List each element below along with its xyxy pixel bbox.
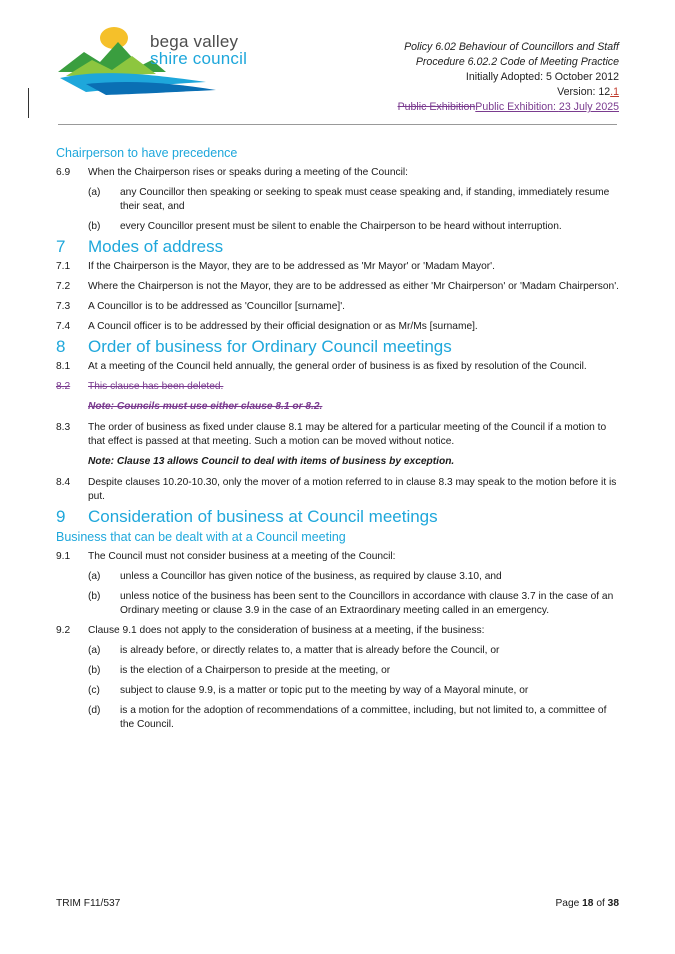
- policy-line: Policy 6.02 Behaviour of Councillors and Staff: [404, 41, 619, 53]
- heading-business-dealt-with: Business that can be dealt with at a Council meeting: [56, 530, 346, 544]
- clause-6-9-a: (a) any Councillor then speaking or seeking to speak must cease speaking and, if standing, immediately resume their seat, and: [88, 187, 610, 212]
- header-rule: [58, 124, 617, 125]
- clause-9-1-a: (a) unless a Councillor has given notice of the business, as required by clause 3.10, and: [88, 571, 502, 582]
- clause-6-9-b: (b) every Councillor present must be silent to enable the Chairperson to be heard without interruption.: [88, 221, 562, 232]
- section-8-heading: 8 Order of business for Ordinary Council meetings: [56, 337, 452, 356]
- section-7-heading: 7 Modes of address: [56, 237, 224, 256]
- page-number: Page 18 of 38: [555, 898, 619, 909]
- exhibition-date: 23 July 2025: [558, 101, 619, 113]
- clause-9-2-b: (b) is the election of a Chairperson to preside at the meeting, or: [88, 665, 391, 676]
- clause-8-2-note-deleted: Note: Councils must use either clause 8.1 or 8.2.: [88, 401, 323, 412]
- heading-chairperson-precedence: Chairperson to have precedence: [56, 146, 238, 160]
- clause-8-1: 8.1 At a meeting of the Council held annually, the general order of business is as fixed by resolution of the Council.: [56, 361, 587, 372]
- clause-7-3: 7.3 A Councillor is to be addressed as 'Councillor [surname]'.: [56, 301, 346, 312]
- logo-line1: bega valley: [150, 32, 239, 51]
- exhibition-line: [398, 100, 619, 115]
- clause-9-1: 9.1 The Council must not consider business at a meeting of the Council:: [56, 551, 396, 562]
- version-inserted: .1: [610, 86, 619, 98]
- logo-wordmark: [150, 33, 247, 67]
- clause-9-1-b: (b) unless notice of the business has been sent to the Councillors in accordance with clause 3.7 in the case of an Ordinary meeting or clause 3.9 in the case of an Extraordinary meeting called in an emergency.: [88, 591, 614, 616]
- document-header-info: [398, 40, 619, 115]
- exhibition-deleted: Public Exhibition: [397, 101, 476, 113]
- change-bar: [28, 88, 29, 118]
- clause-7-2: 7.2 Where the Chairperson is not the Mayor, they are to be addressed as either 'Mr Chairperson' or 'Madam Chairperson'.: [56, 281, 619, 292]
- page-footer: [56, 898, 619, 909]
- clause-7-1: 7.1 If the Chairperson is the Mayor, they are to be addressed as 'Mr Mayor' or 'Madam Mayor'.: [56, 261, 495, 272]
- version-prefix: Version: 12: [557, 86, 611, 98]
- clause-9-2: 9.2 Clause 9.1 does not apply to the consideration of business at a meeting, if the business:: [56, 625, 485, 636]
- clause-9-2-c: (c) subject to clause 9.9, is a matter or topic put to the meeting by way of a Mayoral minute, or: [88, 685, 529, 696]
- trim-reference: TRIM F11/537: [56, 898, 121, 909]
- clause-6-9: 6.9 When the Chairperson rises or speaks during a meeting of the Council:: [56, 167, 408, 178]
- clause-8-3: 8.3 The order of business as fixed under clause 8.1 may be altered for a particular meeting of the Council if a motion to that effect is passed at that meeting. Such a motion can be moved without notice.: [56, 422, 607, 447]
- clause-9-2-a: (a) is already before, or directly relates to, a matter that is already before the Council, or: [88, 645, 500, 656]
- procedure-line: Procedure 6.02.2 Code of Meeting Practice: [415, 56, 619, 68]
- clause-8-3-note: Note: Clause 13 allows Council to deal with items of business by exception.: [88, 456, 455, 467]
- clause-9-2-d: (d) is a motion for the adoption of recommendations of a committee, including, but not limited to, a committee of the Council.: [88, 705, 607, 730]
- exhibition-inserted: Public Exhibition:: [475, 101, 559, 113]
- adopted-line: Initially Adopted: 5 October 2012: [465, 71, 619, 83]
- version-line: [398, 85, 619, 100]
- section-9-heading: 9 Consideration of business at Council meetings: [56, 507, 438, 526]
- clause-8-2-deleted: 8.2 This clause has been deleted.: [56, 381, 224, 392]
- logo-line2: shire council: [150, 49, 248, 68]
- clause-7-4: 7.4 A Council officer is to be addressed by their official designation or as Mr/Ms [surname].: [56, 321, 478, 332]
- clause-8-4: 8.4 Despite clauses 10.20-10.30, only the mover of a motion referred to in clause 8.3 may speak to the motion before it is put.: [56, 477, 617, 502]
- document-body: [56, 146, 620, 738]
